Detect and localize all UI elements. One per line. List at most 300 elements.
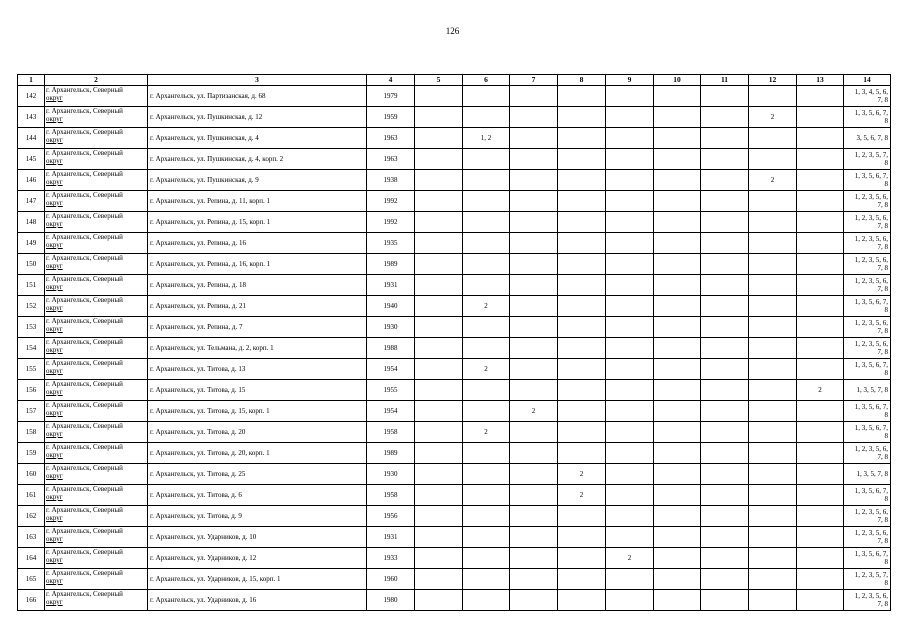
col-8-cell — [558, 380, 606, 401]
col-14-cell — [844, 485, 891, 506]
row-number: 146 — [18, 170, 45, 191]
col-14-line-1: 1, 3, 5, 6, 7, — [854, 298, 888, 306]
district-cell — [45, 191, 148, 212]
col-14-line-2: 7, 8 — [877, 516, 888, 524]
address-cell: г. Архангельск, ул. Репина, д. 21 — [148, 296, 367, 317]
district-cell — [45, 527, 148, 548]
col-10-cell — [654, 443, 701, 464]
col-6-cell — [463, 401, 510, 422]
table-row — [18, 107, 891, 128]
address-cell: г. Архангельск, ул. Пушкинская, д. 12 — [148, 107, 367, 128]
col-5-cell — [415, 380, 463, 401]
col-6-cell — [463, 380, 510, 401]
district-line-2: округ — [46, 493, 63, 501]
col-10-cell — [654, 128, 701, 149]
col-13-cell — [797, 569, 844, 590]
col-6-cell: 2 — [463, 422, 510, 443]
col-14-cell — [844, 401, 891, 422]
col-13-cell — [797, 401, 844, 422]
col-5-cell — [415, 443, 463, 464]
header-cell: 6 — [463, 75, 510, 86]
col-5-cell — [415, 86, 463, 107]
col-14-line-1: 1, 3, 5, 6, 7, — [854, 487, 888, 495]
address-cell: г. Архангельск, ул. Титова, д. 9 — [148, 506, 367, 527]
header-cell: 2 — [45, 75, 148, 86]
col-11-cell — [701, 128, 749, 149]
col-14-line-1: 1, 3, 5, 7, 8 — [856, 386, 888, 394]
col-5-cell — [415, 485, 463, 506]
year-cell: 1940 — [367, 296, 415, 317]
col-9-cell — [606, 191, 654, 212]
col-10-cell — [654, 149, 701, 170]
col-8-cell — [558, 128, 606, 149]
col-10-cell — [654, 212, 701, 233]
district-cell — [45, 359, 148, 380]
col-11-cell — [701, 464, 749, 485]
col-10-cell — [654, 401, 701, 422]
col-11-cell — [701, 548, 749, 569]
table-row — [18, 401, 891, 422]
col-11-cell — [701, 212, 749, 233]
col-10-cell — [654, 569, 701, 590]
district-line-2: округ — [46, 430, 63, 438]
district-line-1: г. Архангельск, Северный — [46, 548, 123, 556]
district-line-2: округ — [46, 262, 63, 270]
col-13-cell — [797, 527, 844, 548]
col-13-cell — [797, 359, 844, 380]
col-8-cell — [558, 338, 606, 359]
row-number: 155 — [18, 359, 45, 380]
col-8-cell — [558, 359, 606, 380]
row-number: 164 — [18, 548, 45, 569]
address-cell: г. Архангельск, ул. Ударников, д. 12 — [148, 548, 367, 569]
row-number: 147 — [18, 191, 45, 212]
col-12-cell — [749, 506, 797, 527]
year-cell: 1931 — [367, 527, 415, 548]
col-11-cell — [701, 275, 749, 296]
row-number: 143 — [18, 107, 45, 128]
col-11-cell — [701, 569, 749, 590]
col-6-cell — [463, 548, 510, 569]
district-line-2: округ — [46, 514, 63, 522]
col-9-cell: 2 — [606, 548, 654, 569]
district-line-1: г. Архангельск, Северный — [46, 191, 123, 199]
col-9-cell — [606, 233, 654, 254]
row-number: 162 — [18, 506, 45, 527]
col-6-cell: 1, 2 — [463, 128, 510, 149]
col-8-cell — [558, 317, 606, 338]
col-7-cell — [510, 464, 558, 485]
col-13-cell — [797, 149, 844, 170]
col-12-cell — [749, 128, 797, 149]
col-7-cell — [510, 548, 558, 569]
district-line-2: округ — [46, 346, 63, 354]
col-7-cell — [510, 506, 558, 527]
col-11-cell — [701, 86, 749, 107]
col-13-cell — [797, 86, 844, 107]
year-cell: 1988 — [367, 338, 415, 359]
col-6-cell: 2 — [463, 359, 510, 380]
address-cell: г. Архангельск, ул. Тельмана, д. 2, корп. 1 — [148, 338, 367, 359]
col-8-cell — [558, 506, 606, 527]
col-6-cell — [463, 86, 510, 107]
col-14-cell — [844, 107, 891, 128]
col-9-cell — [606, 86, 654, 107]
col-12-cell — [749, 548, 797, 569]
col-14-line-1: 1, 3, 4, 5, 6, — [854, 88, 888, 96]
col-9-cell — [606, 212, 654, 233]
col-6-cell — [463, 191, 510, 212]
col-10-cell — [654, 485, 701, 506]
col-14-cell — [844, 569, 891, 590]
col-10-cell — [654, 254, 701, 275]
col-10-cell — [654, 107, 701, 128]
col-14-cell — [844, 86, 891, 107]
col-14-line-2: 8 — [884, 579, 888, 587]
col-6-cell — [463, 107, 510, 128]
district-cell — [45, 338, 148, 359]
district-line-1: г. Архангельск, Северный — [46, 107, 123, 115]
col-14-line-2: 8 — [884, 411, 888, 419]
col-12-cell: 2 — [749, 107, 797, 128]
year-cell: 1954 — [367, 359, 415, 380]
row-number: 149 — [18, 233, 45, 254]
col-9-cell — [606, 464, 654, 485]
row-number: 166 — [18, 590, 45, 611]
col-14-line-2: 8 — [884, 369, 888, 377]
col-5-cell — [415, 590, 463, 611]
col-13-cell — [797, 191, 844, 212]
col-13-cell — [797, 275, 844, 296]
district-line-1: г. Архангельск, Северный — [46, 359, 123, 367]
col-14-line-1: 1, 2, 3, 5, 6, — [854, 256, 888, 264]
table-row — [18, 422, 891, 443]
col-14-line-1: 1, 2, 3, 5, 6, — [854, 592, 888, 600]
district-cell — [45, 296, 148, 317]
housing-table — [17, 74, 891, 611]
col-14-line-1: 1, 2, 3, 5, 6, — [854, 319, 888, 327]
col-7-cell — [510, 170, 558, 191]
district-line-1: г. Архангельск, Северный — [46, 569, 123, 577]
col-14-line-1: 1, 3, 5, 6, 7, — [854, 172, 888, 180]
col-9-cell — [606, 380, 654, 401]
col-8-cell: 2 — [558, 464, 606, 485]
header-cell: 7 — [510, 75, 558, 86]
col-14-line-1: 1, 3, 5, 6, 7, — [854, 424, 888, 432]
col-10-cell — [654, 380, 701, 401]
col-14-line-2: 7, 8 — [877, 264, 888, 272]
col-10-cell — [654, 527, 701, 548]
header-cell: 9 — [606, 75, 654, 86]
col-12-cell — [749, 191, 797, 212]
district-line-1: г. Архангельск, Северный — [46, 506, 123, 514]
col-12-cell — [749, 569, 797, 590]
col-11-cell — [701, 254, 749, 275]
year-cell: 1930 — [367, 464, 415, 485]
col-14-line-2: 7, 8 — [877, 243, 888, 251]
header-cell: 14 — [844, 75, 891, 86]
col-5-cell — [415, 191, 463, 212]
district-line-2: округ — [46, 94, 63, 102]
col-7-cell — [510, 275, 558, 296]
table-row — [18, 548, 891, 569]
district-line-1: г. Архангельск, Северный — [46, 296, 123, 304]
col-8-cell — [558, 401, 606, 422]
year-cell: 1958 — [367, 422, 415, 443]
col-7-cell — [510, 359, 558, 380]
col-9-cell — [606, 107, 654, 128]
col-11-cell — [701, 317, 749, 338]
col-8-cell — [558, 548, 606, 569]
district-line-2: округ — [46, 304, 63, 312]
district-line-1: г. Архангельск, Северный — [46, 170, 123, 178]
address-cell: г. Архангельск, ул. Репина, д. 11, корп. 1 — [148, 191, 367, 212]
col-9-cell — [606, 443, 654, 464]
col-6-cell — [463, 149, 510, 170]
district-line-1: г. Архангельск, Северный — [46, 590, 123, 598]
district-cell — [45, 275, 148, 296]
col-13-cell — [797, 464, 844, 485]
col-14-line-1: 1, 2, 3, 5, 6, — [854, 193, 888, 201]
district-line-1: г. Архангельск, Северный — [46, 422, 123, 430]
col-14-cell — [844, 317, 891, 338]
col-12-cell — [749, 464, 797, 485]
col-9-cell — [606, 359, 654, 380]
col-14-line-2: 8 — [884, 558, 888, 566]
col-12-cell — [749, 443, 797, 464]
col-9-cell — [606, 338, 654, 359]
district-line-2: округ — [46, 409, 63, 417]
col-14-line-2: 8 — [884, 159, 888, 167]
address-cell: г. Архангельск, ул. Репина, д. 18 — [148, 275, 367, 296]
district-cell — [45, 149, 148, 170]
district-line-1: г. Архангельск, Северный — [46, 443, 123, 451]
col-5-cell — [415, 464, 463, 485]
col-12-cell — [749, 527, 797, 548]
col-12-cell — [749, 317, 797, 338]
district-cell — [45, 212, 148, 233]
header-cell: 4 — [367, 75, 415, 86]
col-12-cell — [749, 254, 797, 275]
col-14-line-1: 1, 2, 3, 5, 6, — [854, 445, 888, 453]
district-line-2: округ — [46, 577, 63, 585]
col-14-cell — [844, 296, 891, 317]
col-9-cell — [606, 275, 654, 296]
table-body — [18, 86, 891, 611]
col-14-line-1: 1, 2, 3, 5, 6, — [854, 529, 888, 537]
table-row — [18, 338, 891, 359]
col-6-cell — [463, 527, 510, 548]
col-7-cell — [510, 590, 558, 611]
col-5-cell — [415, 212, 463, 233]
col-5-cell — [415, 401, 463, 422]
col-5-cell — [415, 128, 463, 149]
col-14-cell — [844, 527, 891, 548]
col-13-cell — [797, 212, 844, 233]
col-8-cell — [558, 149, 606, 170]
col-10-cell — [654, 233, 701, 254]
col-10-cell — [654, 338, 701, 359]
col-9-cell — [606, 254, 654, 275]
col-7-cell — [510, 443, 558, 464]
col-14-cell — [844, 128, 891, 149]
year-cell: 1954 — [367, 401, 415, 422]
col-6-cell — [463, 254, 510, 275]
district-cell — [45, 569, 148, 590]
col-11-cell — [701, 527, 749, 548]
col-13-cell: 2 — [797, 380, 844, 401]
col-14-line-2: 7, 8 — [877, 327, 888, 335]
header-cell: 10 — [654, 75, 701, 86]
address-cell: г. Архангельск, ул. Пушкинская, д. 4, корп. 2 — [148, 149, 367, 170]
col-11-cell — [701, 296, 749, 317]
col-13-cell — [797, 128, 844, 149]
row-number: 151 — [18, 275, 45, 296]
row-number: 152 — [18, 296, 45, 317]
col-14-line-1: 1, 2, 3, 5, 6, — [854, 277, 888, 285]
row-number: 156 — [18, 380, 45, 401]
col-5-cell — [415, 149, 463, 170]
col-6-cell — [463, 170, 510, 191]
col-14-line-1: 1, 2, 3, 5, 6, — [854, 340, 888, 348]
col-5-cell — [415, 170, 463, 191]
district-line-1: г. Архангельск, Северный — [46, 317, 123, 325]
address-cell: г. Архангельск, ул. Ударников, д. 15, корп. 1 — [148, 569, 367, 590]
col-14-cell — [844, 506, 891, 527]
col-14-line-1: 1, 2, 3, 5, 6, — [854, 508, 888, 516]
row-number: 163 — [18, 527, 45, 548]
col-5-cell — [415, 338, 463, 359]
col-7-cell — [510, 254, 558, 275]
col-8-cell — [558, 275, 606, 296]
col-14-line-1: 1, 2, 3, 5, 6, — [854, 235, 888, 243]
col-5-cell — [415, 506, 463, 527]
col-12-cell — [749, 233, 797, 254]
col-8-cell — [558, 590, 606, 611]
col-13-cell — [797, 170, 844, 191]
col-14-line-2: 7, 8 — [877, 453, 888, 461]
col-9-cell — [606, 296, 654, 317]
district-line-2: округ — [46, 115, 63, 123]
district-cell — [45, 317, 148, 338]
district-line-1: г. Архангельск, Северный — [46, 212, 123, 220]
row-number: 161 — [18, 485, 45, 506]
col-12-cell — [749, 401, 797, 422]
header-cell: 5 — [415, 75, 463, 86]
table-row — [18, 233, 891, 254]
district-line-2: округ — [46, 535, 63, 543]
header-cell: 3 — [148, 75, 367, 86]
col-14-cell — [844, 464, 891, 485]
address-cell: г. Архангельск, ул. Титова, д. 15 — [148, 380, 367, 401]
col-12-cell — [749, 590, 797, 611]
district-cell — [45, 422, 148, 443]
col-14-line-2: 8 — [884, 306, 888, 314]
col-5-cell — [415, 527, 463, 548]
col-10-cell — [654, 170, 701, 191]
col-9-cell — [606, 317, 654, 338]
col-14-line-2: 7, 8 — [877, 222, 888, 230]
col-6-cell — [463, 590, 510, 611]
address-cell: г. Архангельск, ул. Титова, д. 13 — [148, 359, 367, 380]
col-13-cell — [797, 548, 844, 569]
col-6-cell — [463, 212, 510, 233]
row-number: 160 — [18, 464, 45, 485]
col-14-line-1: 1, 2, 3, 5, 7, — [854, 151, 888, 159]
district-cell — [45, 464, 148, 485]
year-cell: 1979 — [367, 86, 415, 107]
table-row — [18, 254, 891, 275]
header-cell: 1 — [18, 75, 45, 86]
col-13-cell — [797, 338, 844, 359]
year-cell: 1963 — [367, 128, 415, 149]
col-8-cell — [558, 233, 606, 254]
col-7-cell — [510, 296, 558, 317]
year-cell: 1989 — [367, 254, 415, 275]
col-8-cell — [558, 443, 606, 464]
col-10-cell — [654, 548, 701, 569]
col-7-cell — [510, 233, 558, 254]
col-9-cell — [606, 149, 654, 170]
district-cell — [45, 548, 148, 569]
col-13-cell — [797, 485, 844, 506]
col-9-cell — [606, 170, 654, 191]
col-7-cell — [510, 191, 558, 212]
district-line-1: г. Архангельск, Северный — [46, 401, 123, 409]
col-6-cell — [463, 338, 510, 359]
col-14-line-1: 1, 3, 5, 7, 8 — [856, 470, 888, 478]
col-10-cell — [654, 422, 701, 443]
col-11-cell — [701, 149, 749, 170]
row-number: 165 — [18, 569, 45, 590]
col-8-cell — [558, 191, 606, 212]
address-cell: г. Архангельск, ул. Титова, д. 15, корп. 1 — [148, 401, 367, 422]
header-row — [18, 75, 891, 86]
year-cell: 1931 — [367, 275, 415, 296]
year-cell: 1992 — [367, 191, 415, 212]
row-number: 150 — [18, 254, 45, 275]
col-6-cell — [463, 443, 510, 464]
header-cell: 13 — [797, 75, 844, 86]
table-row — [18, 317, 891, 338]
page-number: 126 — [445, 26, 460, 36]
col-7-cell — [510, 128, 558, 149]
col-7-cell — [510, 149, 558, 170]
address-cell: г. Архангельск, ул. Пушкинская, д. 4 — [148, 128, 367, 149]
col-8-cell — [558, 569, 606, 590]
col-14-line-1: 1, 3, 5, 6, 7, — [854, 550, 888, 558]
table-row — [18, 569, 891, 590]
table-row — [18, 359, 891, 380]
col-13-cell — [797, 590, 844, 611]
col-11-cell — [701, 401, 749, 422]
col-7-cell: 2 — [510, 401, 558, 422]
col-5-cell — [415, 275, 463, 296]
col-7-cell — [510, 422, 558, 443]
col-7-cell — [510, 569, 558, 590]
col-14-line-1: 1, 3, 5, 6, 7, — [854, 361, 888, 369]
table-row — [18, 212, 891, 233]
col-9-cell — [606, 401, 654, 422]
year-cell: 1959 — [367, 107, 415, 128]
year-cell: 1955 — [367, 380, 415, 401]
col-9-cell — [606, 590, 654, 611]
col-11-cell — [701, 506, 749, 527]
col-14-line-1: 1, 2, 3, 5, 6, — [854, 214, 888, 222]
col-12-cell — [749, 422, 797, 443]
col-14-line-2: 8 — [884, 117, 888, 125]
district-line-1: г. Архангельск, Северный — [46, 527, 123, 535]
